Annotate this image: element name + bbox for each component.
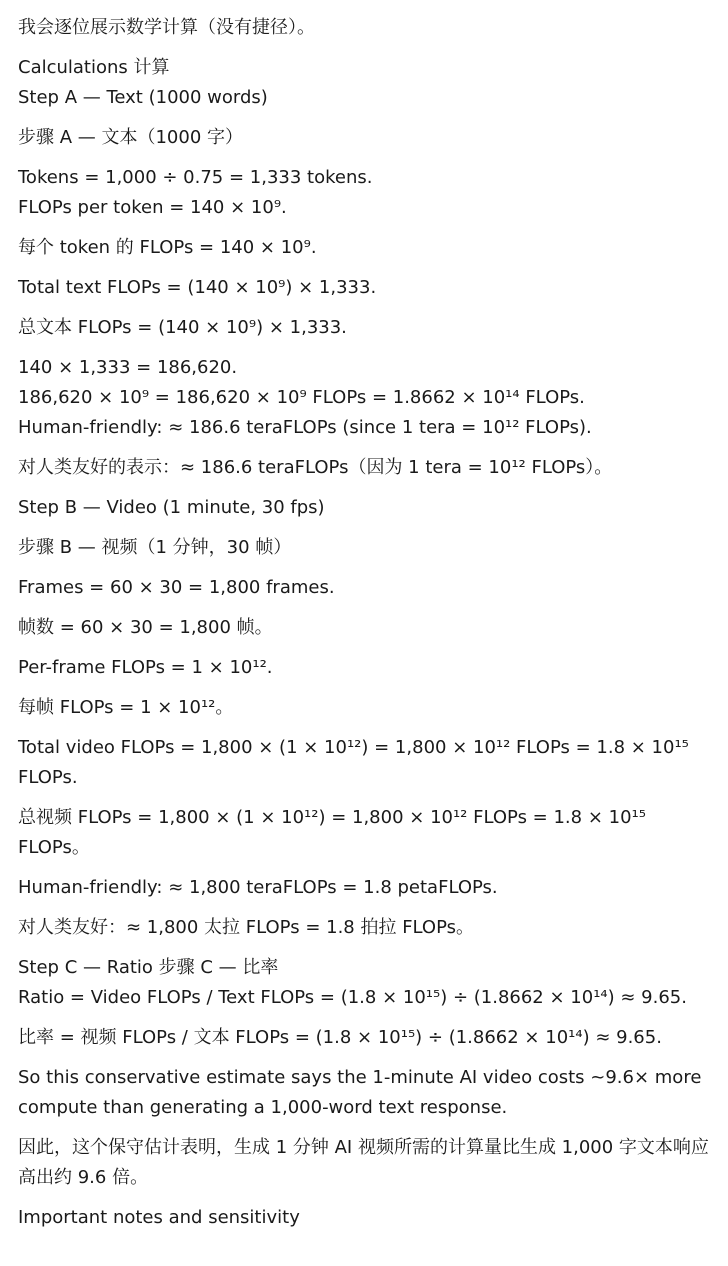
arithmetic-line-2: 186,620 × 10⁹ = 186,620 × 10⁹ FLOPs = 1.8662 × 10¹⁴ FLOPs. <box>18 387 585 408</box>
arithmetic-block <box>18 353 710 443</box>
total-video-flops-en: Total video FLOPs = 1,800 × (1 × 10¹²) = 1,800 × 10¹² FLOPs = 1.8 × 10¹⁵ FLOPs. <box>18 737 689 788</box>
intro-paragraph: 我会逐位展示数学计算（没有捷径）。 <box>18 17 315 38</box>
ratio-en: Ratio = Video FLOPs / Text FLOPs = (1.8 × 10¹⁵) ÷ (1.8662 × 10¹⁴) ≈ 9.65. <box>18 987 687 1008</box>
total-video-flops-cn: 总视频 FLOPs = 1,800 × (1 × 10¹²) = 1,800 × 10¹² FLOPs = 1.8 × 10¹⁵ FLOPs。 <box>18 807 646 858</box>
calculations-heading: Calculations 计算 <box>18 57 170 78</box>
flops-per-token-cn: 每个 token 的 FLOPs = 140 × 10⁹. <box>18 237 317 258</box>
step-c-block <box>18 953 710 1013</box>
tokens-block <box>18 163 710 223</box>
step-b-heading-cn: 步骤 B — 视频（1 分钟，30 帧） <box>18 537 292 558</box>
total-text-flops-cn: 总文本 FLOPs = (140 × 10⁹) × 1,333. <box>18 317 347 338</box>
step-c-heading: Step C — Ratio 步骤 C — 比率 <box>18 957 279 978</box>
notes-heading: Important notes and sensitivity <box>18 1207 300 1228</box>
per-frame-flops-en: Per-frame FLOPs = 1 × 10¹². <box>18 657 273 678</box>
frames-cn: 帧数 = 60 × 30 = 1,800 帧。 <box>18 617 273 638</box>
step-a-heading-en: Step A — Text (1000 words) <box>18 87 268 108</box>
arithmetic-line-1: 140 × 1,333 = 186,620. <box>18 357 238 378</box>
per-frame-flops-cn: 每帧 FLOPs = 1 × 10¹²。 <box>18 697 234 718</box>
step-b-heading-en: Step B — Video (1 minute, 30 fps) <box>18 497 325 518</box>
human-friendly-video-cn: 对人类友好：≈ 1,800 太拉 FLOPs = 1.8 拍拉 FLOPs。 <box>18 917 475 938</box>
human-friendly-text-cn: 对人类友好的表示：≈ 186.6 teraFLOPs（因为 1 tera = 10¹² FLOPs）。 <box>18 457 613 478</box>
total-text-flops-en: Total text FLOPs = (140 × 10⁹) × 1,333. <box>18 277 377 298</box>
conclusion-en: So this conservative estimate says the 1-minute AI video costs ~9.6× more compute than generating a 1,000-word text response. <box>18 1067 702 1118</box>
calculations-block <box>18 53 710 113</box>
tokens-line: Tokens = 1,000 ÷ 0.75 = 1,333 tokens. <box>18 167 373 188</box>
step-a-heading-cn: 步骤 A — 文本（1000 字） <box>18 127 244 148</box>
human-friendly-video-en: Human-friendly: ≈ 1,800 teraFLOPs = 1.8 petaFLOPs. <box>18 877 498 898</box>
conclusion-cn: 因此，这个保守估计表明，生成 1 分钟 AI 视频所需的计算量比生成 1,000 字文本响应高出约 9.6 倍。 <box>18 1137 709 1188</box>
arithmetic-line-3: Human-friendly: ≈ 186.6 teraFLOPs (since 1 tera = 10¹² FLOPs). <box>18 417 592 438</box>
frames-en: Frames = 60 × 30 = 1,800 frames. <box>18 577 335 598</box>
flops-per-token-line: FLOPs per token = 140 × 10⁹. <box>18 197 287 218</box>
ratio-cn: 比率 = 视频 FLOPs / 文本 FLOPs = (1.8 × 10¹⁵) ÷ (1.8662 × 10¹⁴) ≈ 9.65. <box>18 1027 662 1048</box>
